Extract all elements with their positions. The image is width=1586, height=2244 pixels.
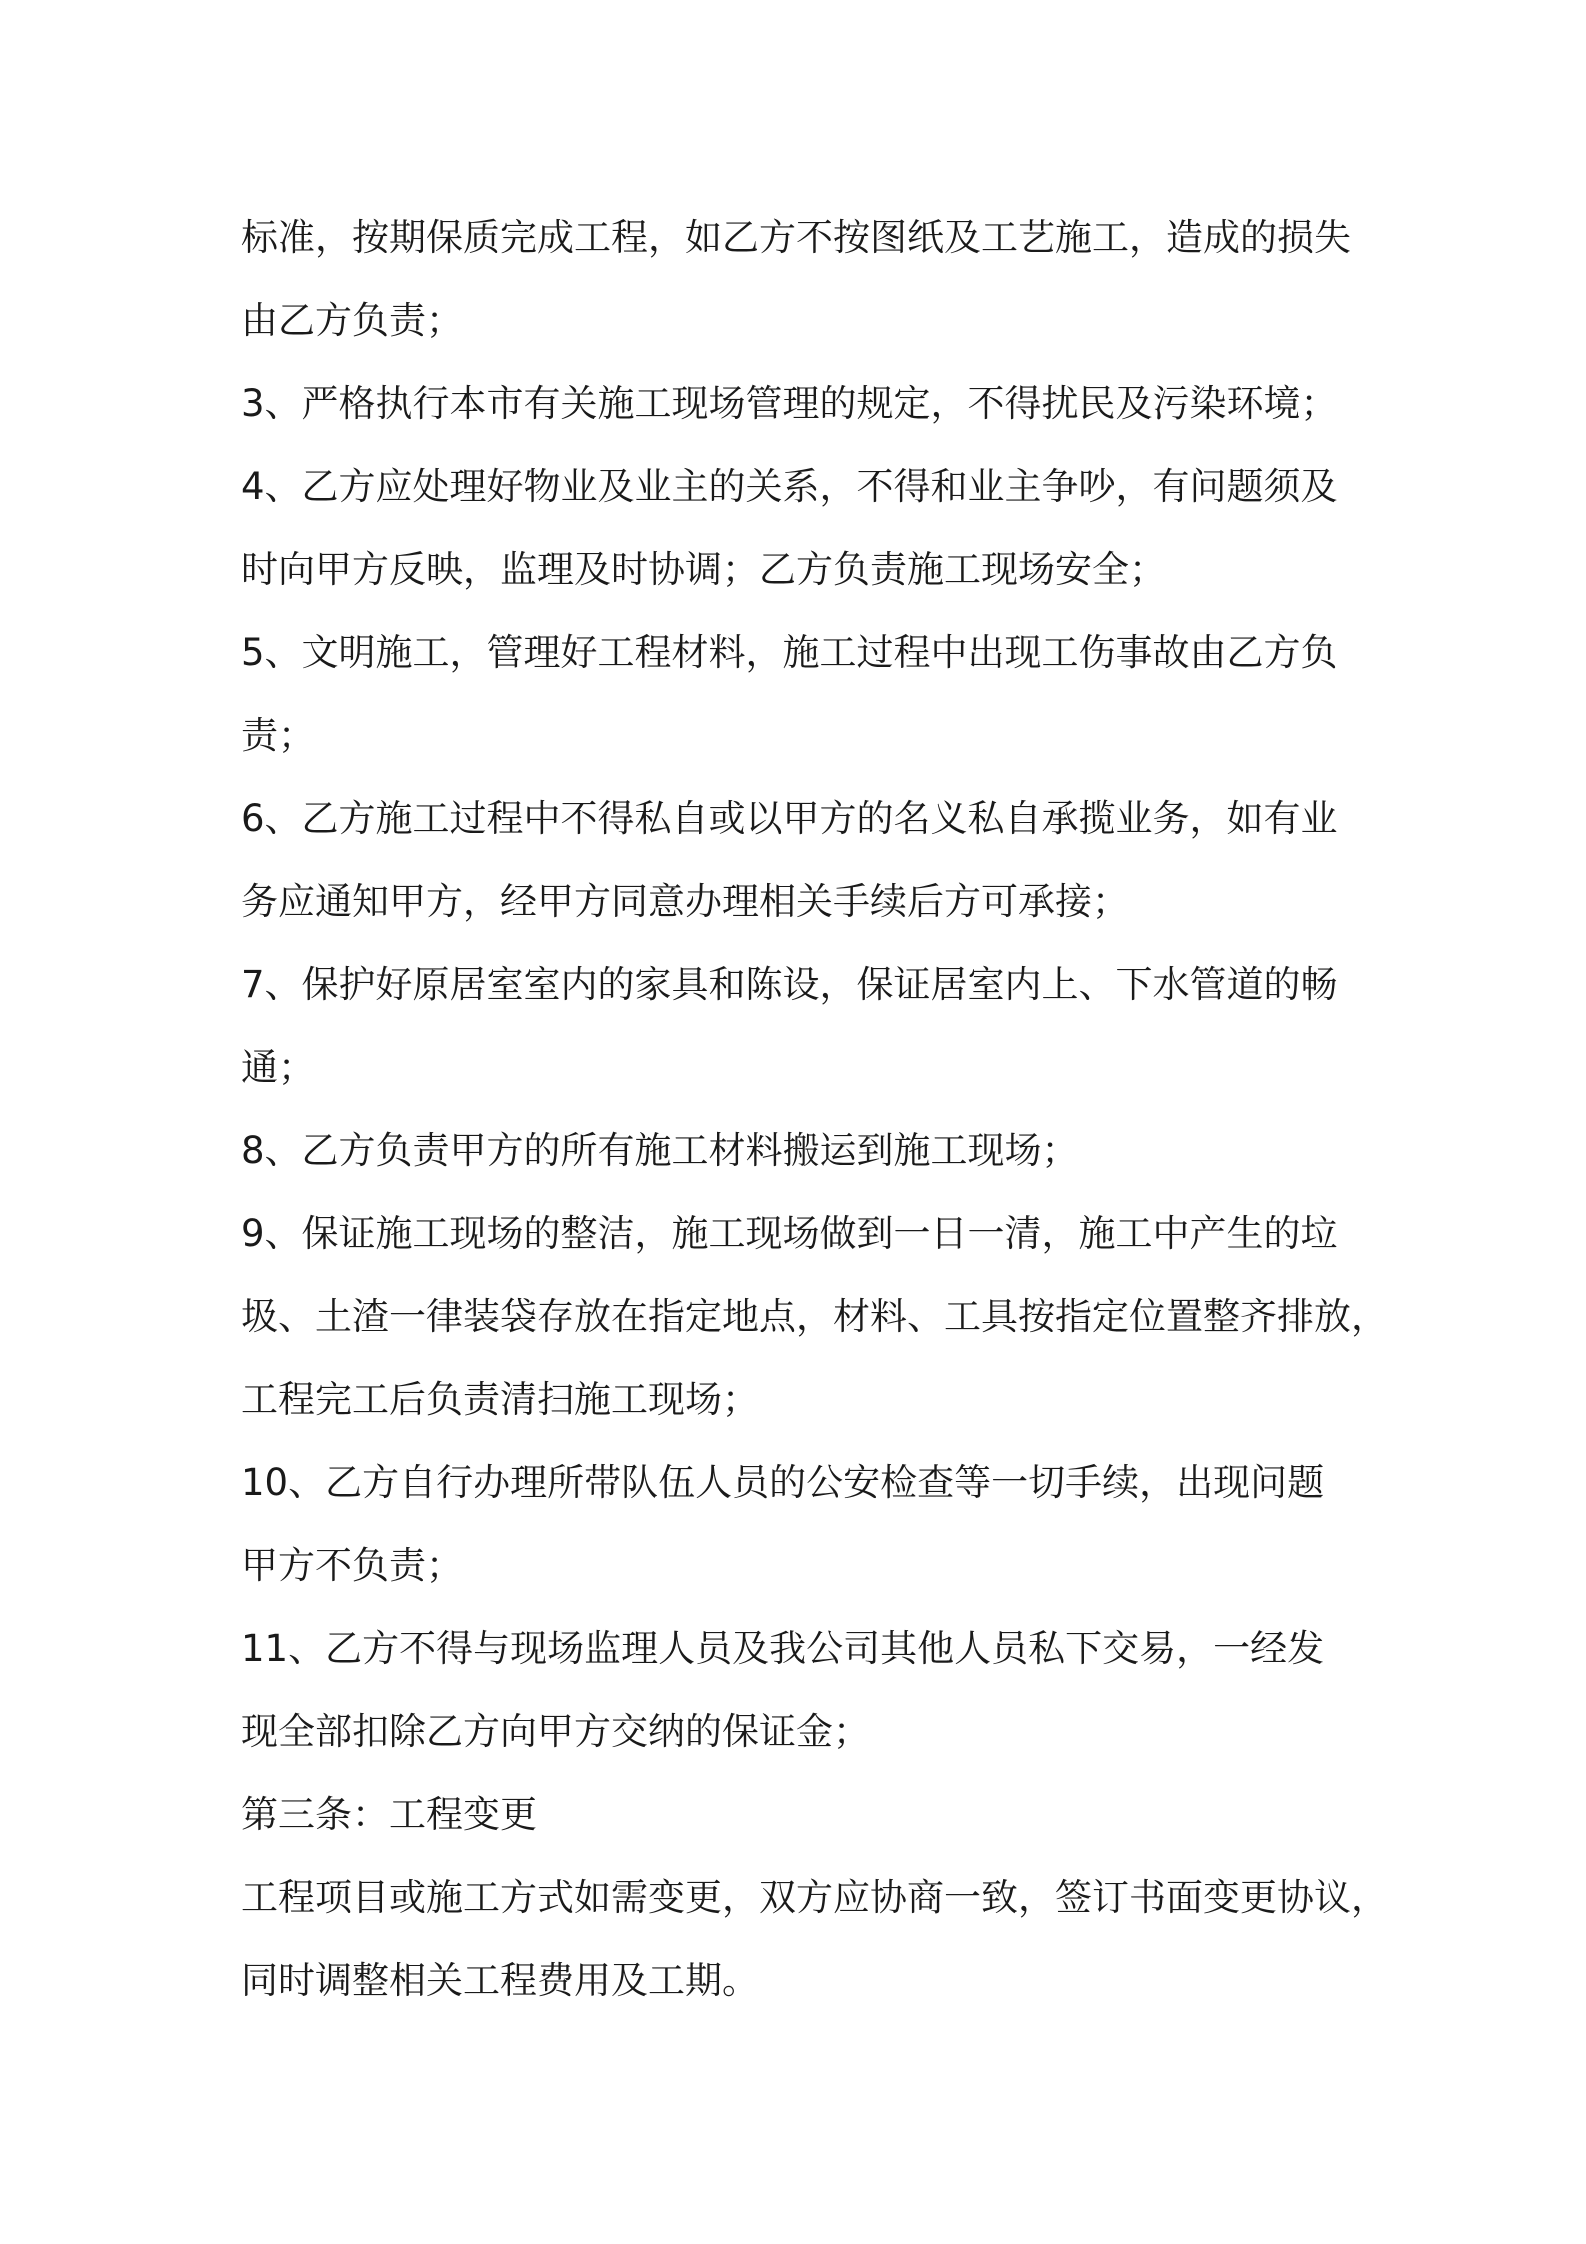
text-line: 标准，按期保质完成工程，如乙方不按图纸及工艺施工，造成的损失 [241,216,1351,259]
text-line: 时向甲方反映，监理及时协调；乙方负责施工现场安全； [241,548,1166,591]
text-line: 通； [241,1046,315,1089]
text-line: 由乙方负责； [241,299,463,342]
text-line: 甲方不负责； [241,1544,463,1587]
section-heading: 第三条：工程变更 [241,1793,537,1836]
clause-3: 3、严格执行本市有关施工现场管理的规定，不得扰民及污染环境； [241,382,1338,425]
clause-9: 9、保证施工现场的整洁，施工现场做到一日一清，施工中产生的垃 [241,1212,1338,1255]
text-line: 责； [241,714,315,757]
text-line: 工程项目或施工方式如需变更，双方应协商一致，签订书面变更协议， [241,1876,1388,1919]
clause-6: 6、乙方施工过程中不得私自或以甲方的名义私自承揽业务，如有业 [241,797,1338,840]
text-line: 同时调整相关工程费用及工期。 [241,1959,759,2002]
text-line: 工程完工后负责清扫施工现场； [241,1378,759,1421]
document-body [241,196,1388,2022]
clause-5: 5、文明施工，管理好工程材料，施工过程中出现工伤事故由乙方负 [241,631,1338,674]
text-line: 现全部扣除乙方向甲方交纳的保证金； [241,1710,870,1753]
clause-11: 11、乙方不得与现场监理人员及我公司其他人员私下交易，一经发 [241,1627,1325,1670]
text-line: 圾、土渣一律装袋存放在指定地点，材料、工具按指定位置整齐排放， [241,1295,1388,1338]
clause-8: 8、乙方负责甲方的所有施工材料搬运到施工现场； [241,1129,1079,1172]
clause-10: 10、乙方自行办理所带队伍人员的公安检查等一切手续，出现问题 [241,1461,1325,1504]
clause-7: 7、保护好原居室室内的家具和陈设，保证居室内上、下水管道的畅 [241,963,1338,1006]
text-line: 务应通知甲方，经甲方同意办理相关手续后方可承接； [241,880,1129,923]
clause-4: 4、乙方应处理好物业及业主的关系，不得和业主争吵，有问题须及 [241,465,1338,508]
